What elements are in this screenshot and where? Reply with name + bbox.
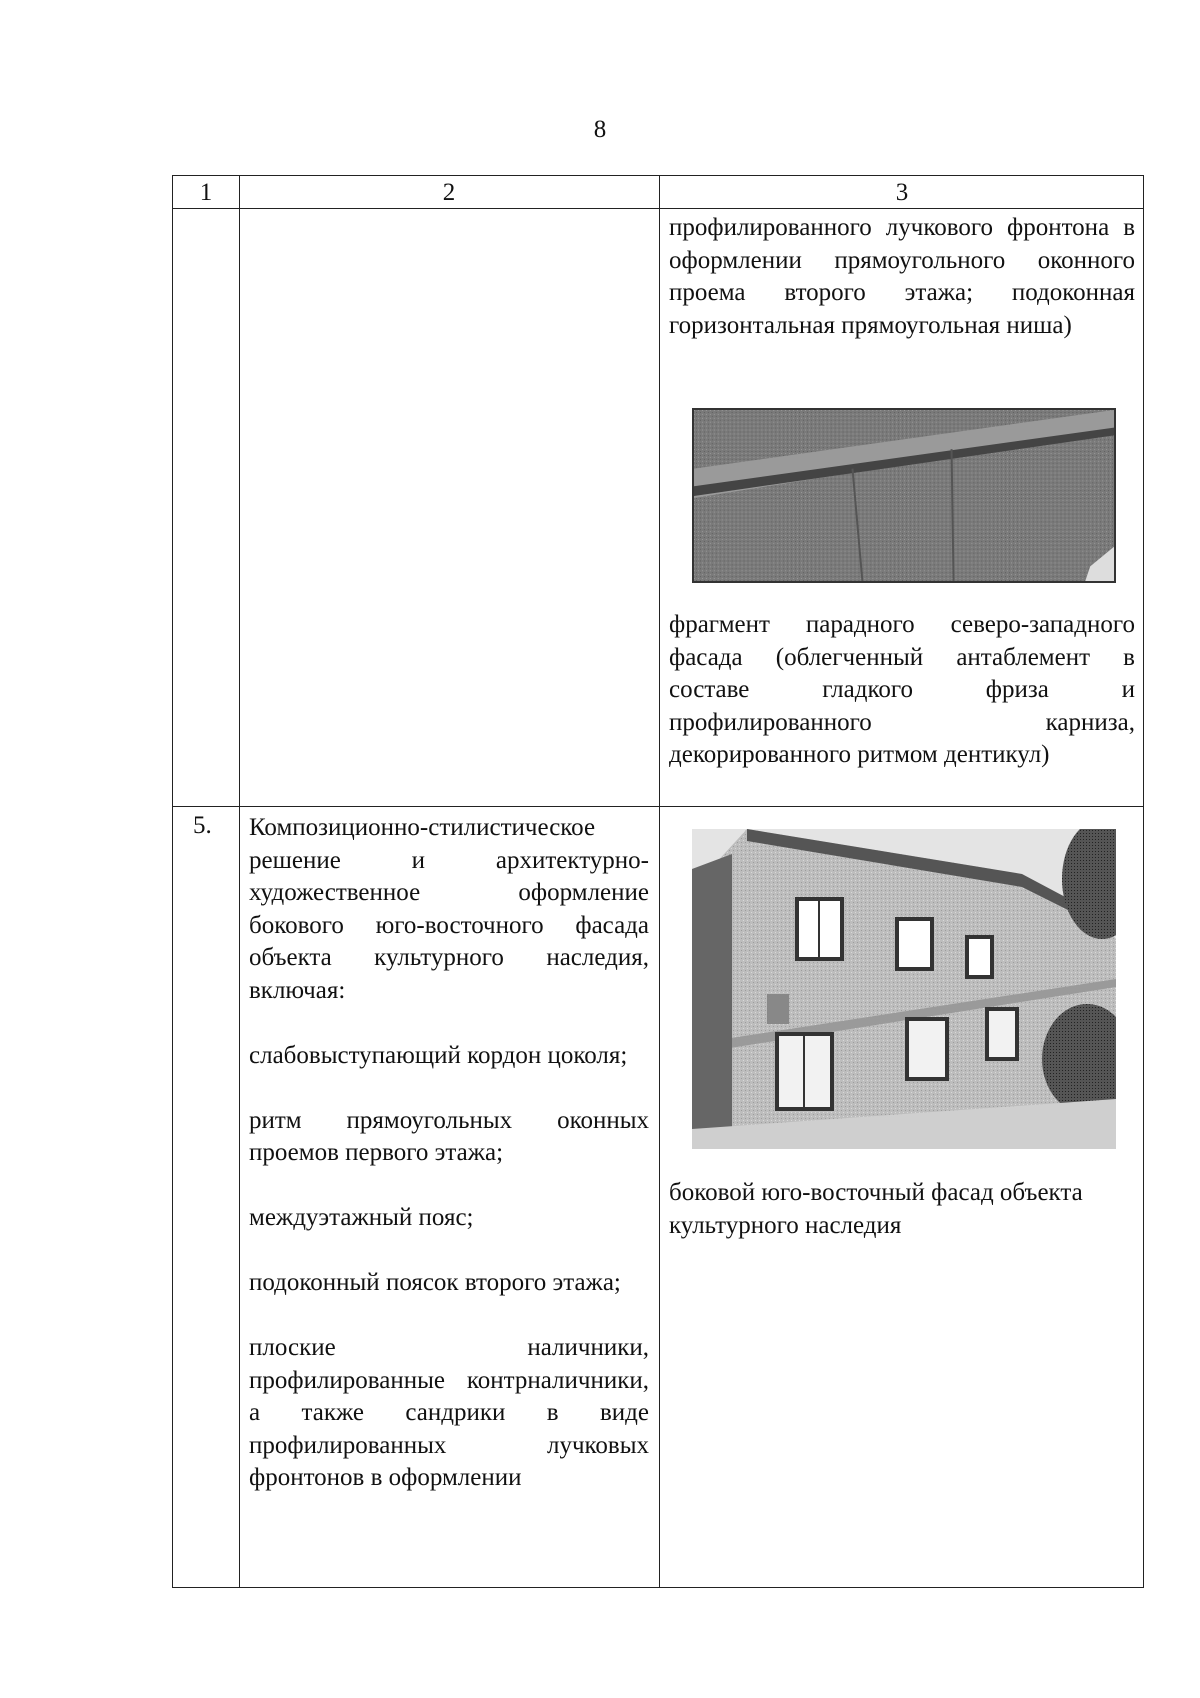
page-number: 8 (593, 116, 607, 143)
cornice-fragment-caption (669, 609, 1135, 772)
header-divider (173, 208, 1143, 209)
cornice-caption-text: фрагмент парадного северо-западного фасада (облегченный антаблемент в составе гладкого фриза и профилированного карниза, декорированного ритмом дентикул) (669, 611, 1135, 768)
row5-paragraph: слабовыступающий кордон цоколя; (249, 1041, 628, 1069)
southeast-facade-photo (692, 829, 1116, 1149)
header-col-2: 2 (442, 179, 456, 206)
row5-paragraph: плоские наличники, профилированные контрналичники, а также сандрики в виде профилированных лучковых фронтонов в оформлении (249, 1334, 649, 1491)
cornice-fragment-photo (692, 408, 1116, 583)
row-divider (173, 806, 1143, 807)
facade-caption-text: боковой юго-восточный фасад объекта культурного наследия (669, 1179, 1083, 1239)
row5-description (249, 812, 649, 1495)
column-divider (659, 176, 660, 1587)
prev-row-description (669, 212, 1135, 342)
header-col-1: 1 (199, 179, 213, 206)
header-col-3: 3 (895, 179, 909, 206)
southeast-facade-caption (669, 1177, 1135, 1242)
heritage-table (172, 175, 1144, 1588)
column-divider (239, 176, 240, 1587)
row5-paragraph: Композиционно-стилистическое решение и архитектурно-художественное оформление бокового юго-восточного фасада объекта культурного наследия, включая: (249, 814, 649, 1004)
prev-row-text: профилированного лучкового фронтона в оформлении прямоугольного оконного проема второго этажа; подоконная горизонтальная прямоугольная ниша) (669, 214, 1135, 339)
row5-paragraph: подоконный поясок второго этажа; (249, 1269, 621, 1296)
row5-paragraph: междуэтажный пояс; (249, 1204, 474, 1231)
row-number: 5. (193, 812, 212, 839)
row5-paragraph: ритм прямоугольных оконных проемов первого этажа; (249, 1106, 649, 1166)
